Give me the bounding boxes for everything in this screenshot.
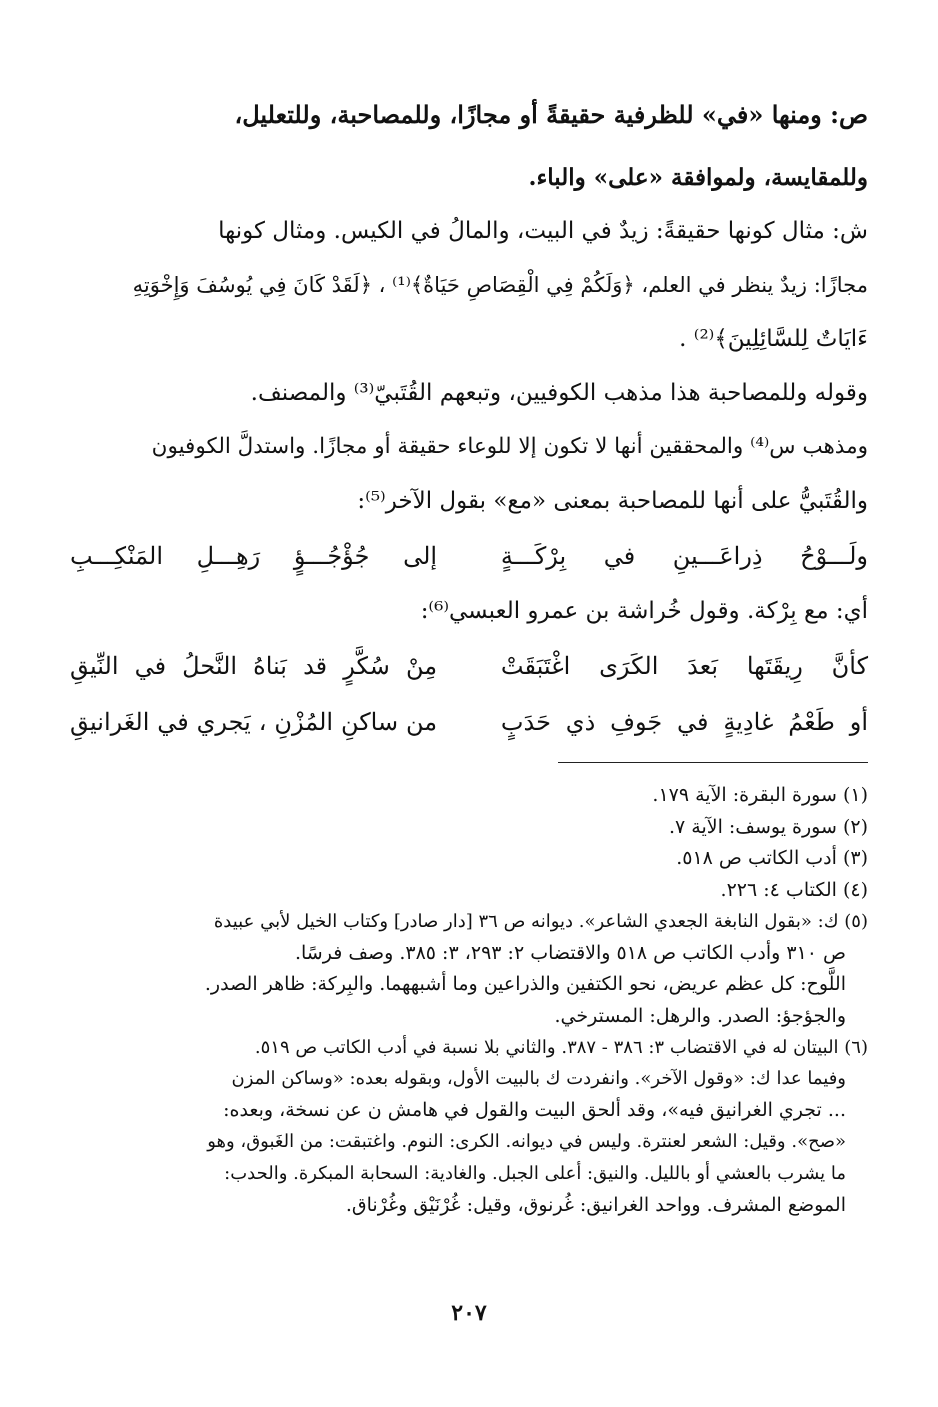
text-line: ءَايَاتٌ لِلسَّائِلِينَ﴾⁽²⁾ . [679,325,868,352]
text-line: أي: مع بِرْكة. وقول خُراشة بن عمرو العبسي⁽⁶⁾: [420,597,868,624]
footnote-line: (٦) البيتان له في الاقتضاب ٣: ٣٨٦ - ٣٨٧. والثاني بلا نسبة في أدب الكاتب ص ٥١٩. [254,1036,868,1058]
footnote-line: (٣) أدب الكاتب ص ٥١٨. [676,847,868,870]
verse-first-hemistich: كأنَّ رِيقَتَها بَعدَ الكَرَى اغْتَبَقَتْ [500,652,868,680]
footnote-line: وفيما عدا ك: «وقول الآخر». وانفردت ك بالبيت الأول، وبقوله بعده: «وساكن المزن [231,1068,846,1090]
footnote-line: (١) سورة البقرة: الآية ١٧٩. [652,784,868,807]
text-line: ص: ومنها «في» للظرفية حقيقةً أو مجازًا، وللمصاحبة، وللتعليل، [234,100,868,129]
footnote-line: الموضع المشرف. وواحد الغرانيق: غُرنوق، وقيل: غُرْنَيْق وغُرْناق. [345,1193,846,1216]
footnote-line: ... تجري الغرانيق فيه»، وقد ألحق البيت والقول في هامش ن عن نسخة، وبعده: [223,1099,846,1122]
verse-second-hemistich: إلى جُؤْجُـــؤٍ رَهِـــلِ المَنْكِـــبِ [70,542,438,570]
text-line: مجازًا: زيدٌ ينظر في العلم، ﴿وَلَكُمْ فِي الْقِصَاصِ حَيَاةٌ﴾⁽¹⁾ ، ﴿لَقَدْ كَانَ فِي يُوسُفَ وَإِخْوَتِهِ [132,272,868,297]
verse-line [70,528,868,584]
text-line: والقُتَبيُّ على أنها للمصاحبة بمعنى «مع» بقول الآخر⁽⁵⁾: [357,487,868,514]
text-line: ومذهب س⁽⁴⁾ والمحققين أنها لا تكون إلا للوعاء حقيقة أو مجازًا. واستدلَّ الكوفيون [151,434,868,460]
footnote-line: (٥) ك: «بقول النابغة الجعدي الشاعر». ديوانه ص ٣٦ [دار صادر] وكتاب الخيل لأبي عبيدة [213,910,868,932]
verse-first-hemistich: ولَـــوْحُ ذِراعَـــينِ في بِرْكَـــةٍ [500,542,868,570]
verse-first-hemistich: أو طَعْمُ غادِيةٍ في جَوفِ ذي حَدَبٍ [500,708,868,736]
footnote-line: ما يشرب بالعشي أو بالليل. والنيق: أعلى الجبل. والغادية: السحابة المبكرة. والحدب: [224,1162,846,1184]
footnote-line: ص ٣١٠ وأدب الكاتب ص ٥١٨ والاقتضاب ٢: ٢٩٣، ٣: ٣٨٥. وصف فرسًا. [294,941,846,964]
footnote-divider [558,762,868,763]
verse-second-hemistich: مِنْ سُكَّرٍ قد بَناهُ النَّحلُ في النِّيقِ [70,652,438,680]
footnote-line: (٢) سورة يوسف: الآية ٧. [668,815,868,838]
main-text [70,88,868,750]
verse-second-hemistich: من ساكنِ المُزْنِ ، يَجري في الغَرانيقِ [70,708,438,736]
text-line: وللمقايسة، ولموافقة «على» والباء. [528,163,868,191]
text-line: وقوله وللمصاحبة هذا مذهب الكوفيين، وتبعهم القُتَبيّ⁽³⁾ والمصنف. [250,379,868,406]
footnote-line: اللَّوح: كل عظم عريض، نحو الكتفين والذراعين وما أشبههما. والبِركة: ظاهر الصدر. [204,973,846,996]
page-number: ٢٠٧ [451,1300,487,1326]
footnote-line: والجؤجؤ: الصدر. والرهل: المسترخي. [554,1004,846,1027]
footnote-line: «صح». وقيل: الشعر لعنترة. وليس في ديوانه. الكرى: النوم. واغتبقت: من الغَبوق، وهو [207,1131,846,1153]
verse-line [70,694,868,750]
footnote-line: (٤) الكتاب ٤: ٢٢٦. [720,878,868,901]
footnotes [70,780,868,1221]
text-line: ش: مثال كونها حقيقةً: زيدٌ في البيت، والمالُ في الكيس. ومثال كونها [218,217,868,244]
verse-line [70,638,868,694]
